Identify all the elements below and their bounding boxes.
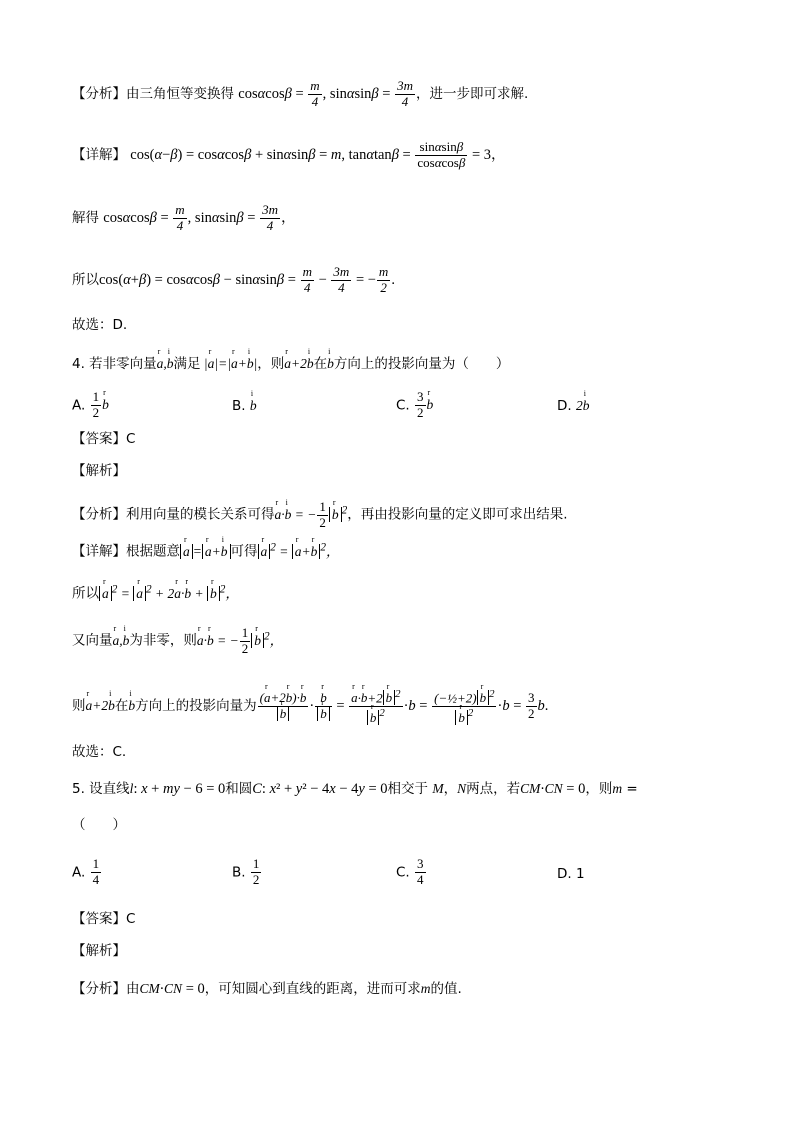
formula: = 0 bbox=[562, 781, 586, 797]
formula: (r a+2r b)·r b r b · r b r b = r a·r b+2r b $^2$ r b $^2$ ·b = (−½+2)r b $^2$ r b $^2$ ·b = $\frac{3}{2}$ b. bbox=[257, 698, 549, 714]
option-b bbox=[232, 398, 257, 414]
stem-text: 4. 若非零向量 bbox=[72, 356, 157, 372]
option-den: 4 bbox=[92, 871, 100, 887]
analysis-text-end: 的值. bbox=[430, 981, 462, 997]
analysis-label: 【分析】 bbox=[72, 506, 126, 523]
question-5-stem: 5. 设直线l: x + my − 6 = 0和圆C: x² + y² − 4x − 4y = 0相交于 M，N两点，若CM·CN = 0，则m = bbox=[72, 781, 638, 797]
option-vector: r b bbox=[427, 397, 434, 413]
detail-label: 【详解】 bbox=[72, 146, 126, 163]
then-text: 方向上的投影向量为 bbox=[135, 698, 257, 715]
option-a bbox=[72, 857, 102, 888]
stem-text: 相交于 bbox=[387, 781, 429, 797]
stem-text: ，则 bbox=[257, 356, 285, 372]
option-c bbox=[396, 857, 427, 888]
formula: r a·r b = − $\frac{1}{2}$ r b $^2$， bbox=[197, 633, 283, 648]
formula: M bbox=[432, 781, 444, 796]
formula: CM bbox=[520, 781, 541, 796]
formula: m bbox=[612, 781, 623, 796]
analysis-line-q4 bbox=[72, 500, 568, 531]
analysis-line-q3 bbox=[72, 79, 528, 110]
formula: r a $^2$ = r a $^2$ + 2r a·r b + r b $^2$， bbox=[99, 586, 239, 601]
formula: i b bbox=[128, 698, 135, 713]
option-letter: A. bbox=[72, 397, 86, 414]
formula: r a,i b bbox=[113, 633, 130, 648]
option-frac: $\frac{3}{2}$ bbox=[417, 389, 424, 420]
option-num: 1 bbox=[252, 856, 260, 871]
analysis-text-end: ，再由投影向量的定义即可求出结果. bbox=[347, 506, 568, 523]
detail-line-q4 bbox=[72, 542, 340, 559]
option-letter: B. bbox=[232, 398, 246, 414]
so-line-q4 bbox=[72, 584, 239, 601]
stem-text: ， bbox=[443, 781, 458, 797]
choice-q3: 故选：D. bbox=[72, 317, 128, 333]
option-frac: $\frac{1}{2}$ bbox=[92, 389, 100, 420]
formula: CN bbox=[544, 781, 563, 796]
detail-line-q3 bbox=[72, 140, 506, 171]
formula: m bbox=[420, 981, 431, 996]
analysis-label: 【分析】 bbox=[72, 85, 126, 102]
option-den: 4 bbox=[417, 871, 424, 887]
option-letter: B. bbox=[232, 864, 246, 881]
analysis-text: 由 bbox=[126, 981, 140, 997]
option-d bbox=[557, 398, 589, 414]
formula: r a $^2$ = r a+r b $^2$， bbox=[258, 544, 340, 559]
then-text: 则 bbox=[72, 698, 86, 715]
option-frac bbox=[251, 857, 262, 888]
stem-text: 和圆 bbox=[225, 781, 253, 797]
formula: N bbox=[457, 781, 467, 796]
formula: r a =r a+i b bbox=[180, 544, 231, 559]
jiexi-q4: 【解析】 bbox=[72, 463, 126, 479]
stem-text: 方向上的投影向量为（ ） bbox=[333, 356, 510, 372]
answer-q4: 【答案】C bbox=[72, 431, 136, 447]
analysis-line-q5: 【分析】由CM·CN = 0，可知圆心到直线的距离，进而可求m的值. bbox=[72, 981, 462, 997]
solve-text: 解得 bbox=[72, 209, 99, 226]
also-text: 又向量 bbox=[72, 632, 113, 649]
stem-text: 5. 设直线 bbox=[72, 781, 130, 797]
option-d bbox=[557, 866, 585, 882]
detail-text: 根据题意 bbox=[126, 543, 180, 560]
analysis-text-end: ，进一步即可求解. bbox=[415, 85, 529, 102]
formula: i b bbox=[327, 356, 334, 371]
formula: cos(α+β) = cosαcosβ − sinαsinβ = $\frac{m}{4}$ − $\frac{3m}{4}$ = − $\frac{m}{2}$ . bbox=[99, 264, 395, 295]
so-text: 所以 bbox=[72, 271, 99, 288]
option-num: 1 bbox=[92, 856, 100, 871]
formula: r a+2i b bbox=[284, 356, 313, 371]
also-line-q4 bbox=[72, 626, 283, 657]
option-num: 3 bbox=[417, 856, 424, 871]
answer-q5: 【答案】C bbox=[72, 911, 136, 927]
option-letter: C. bbox=[396, 864, 410, 881]
so-text: 所以 bbox=[72, 585, 99, 602]
formula: cosαcosβ = $\frac{m}{4}$ , sinαsinβ = $\frac{3m}{4}$ ， bbox=[103, 202, 296, 233]
then-line-q4 bbox=[72, 688, 548, 726]
option-vector: 2i b bbox=[576, 398, 590, 413]
stem-text: 两点，若 bbox=[466, 781, 521, 797]
option-a bbox=[72, 390, 109, 421]
then-text: 在 bbox=[114, 698, 129, 715]
formula: |r a|=|r a+i b| bbox=[201, 356, 258, 371]
formula: CN bbox=[164, 981, 183, 996]
formula: CM bbox=[139, 981, 160, 996]
formula: = 0 bbox=[182, 981, 205, 997]
question-4-stem bbox=[72, 357, 509, 372]
option-frac bbox=[415, 857, 426, 888]
option-frac bbox=[91, 857, 102, 888]
so-line-q3 bbox=[72, 265, 395, 296]
option-den: 2 bbox=[252, 871, 260, 887]
formula: r a·i b = − $\frac{1}{2}$ r b $^2$ bbox=[275, 507, 348, 522]
stem-text: 满足 bbox=[173, 356, 201, 372]
option-b bbox=[232, 857, 262, 888]
formula: r a+2i b bbox=[86, 698, 115, 713]
option-vector: r b bbox=[102, 397, 109, 413]
solve-line-q3 bbox=[72, 203, 295, 234]
option-value: 1 bbox=[575, 866, 585, 882]
analysis-text: 由三角恒等变换得 bbox=[126, 85, 234, 102]
formula: l bbox=[129, 781, 134, 796]
stem-text: ，则 bbox=[585, 781, 613, 797]
option-c bbox=[396, 390, 433, 421]
question-5-paren: （ ） bbox=[72, 817, 126, 833]
jiexi-q5: 【解析】 bbox=[72, 943, 126, 959]
stem-text: 在 bbox=[313, 356, 328, 372]
detail-label: 【详解】 bbox=[72, 543, 126, 560]
option-letter: D. bbox=[557, 398, 572, 414]
option-letter: D. bbox=[557, 866, 572, 882]
analysis-text: ，可知圆心到直线的距离，进而可求 bbox=[204, 981, 421, 997]
formula: r a,i b bbox=[157, 356, 174, 371]
formula: : x + my − 6 = 0 bbox=[133, 781, 226, 797]
analysis-text: 利用向量的模长关系可得 bbox=[126, 506, 275, 523]
choice-q4: 故选：C. bbox=[72, 744, 127, 760]
analysis-label: 【分析】 bbox=[72, 981, 126, 997]
detail-text: 可得 bbox=[230, 543, 258, 560]
formula: cosαcosβ = $\frac{m}{4}$ , sinαsinβ = $\frac{3m}{4}$ bbox=[238, 78, 413, 109]
formula: C: x² + y² − 4x − 4y = 0 bbox=[252, 781, 388, 797]
option-letter: C. bbox=[396, 397, 410, 414]
option-vector: i b bbox=[250, 398, 257, 414]
option-letter: A. bbox=[72, 864, 86, 881]
also-text: 为非零，则 bbox=[129, 632, 197, 649]
formula: cos(α−β) = cosαcosβ + sinαsinβ = m, tanαtanβ = $\frac{\sin\alpha\sin\beta}{\cos\alpha\cos\beta}$ = 3， bbox=[130, 139, 506, 170]
